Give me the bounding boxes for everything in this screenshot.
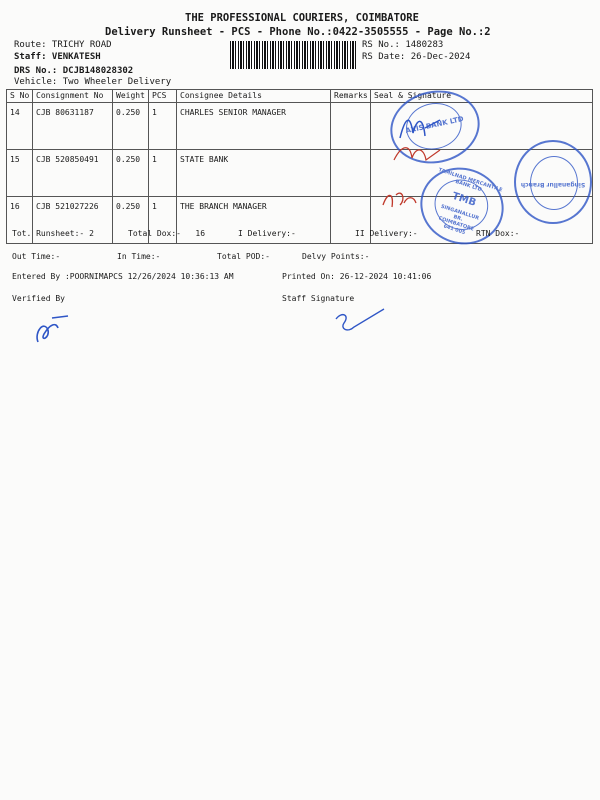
cell-consignment: CJB 520850491 [33, 150, 113, 197]
runsheet-table [6, 89, 593, 244]
out-time: Out Time:- [12, 252, 61, 261]
signature-row-15 [390, 140, 445, 170]
runsheet-subtitle: Delivery Runsheet - PCS - Phone No.:0422-3505555 - Page No.:2 [105, 26, 491, 38]
staff: Staff: VENKATESH [14, 52, 101, 62]
total-dox: Total Dox:- 16 [128, 229, 206, 238]
cell-pcs: 1 [149, 103, 177, 150]
axis-bank-stamp: AXIS BANK LTD [383, 82, 486, 171]
route: Route: TRICHY ROAD [14, 40, 112, 50]
cell-consignee: THE BRANCH MANAGER [177, 197, 331, 244]
table-row [7, 103, 593, 150]
staff-signature-label: Staff Signature [282, 294, 355, 303]
in-time: In Time:- [117, 252, 161, 261]
cell-consignee: CHARLES SENIOR MANAGER [177, 103, 331, 150]
barcode [230, 41, 356, 69]
cell-weight: 0.250 [113, 197, 149, 244]
cell-weight: 0.250 [113, 103, 149, 150]
col-pcs: PCS [149, 90, 177, 103]
col-weight: Weight [113, 90, 149, 103]
verifier-signature [30, 312, 75, 348]
delvy-points: Delvy Points:- [302, 252, 370, 261]
staff-signature [330, 305, 390, 341]
cell-pcs: 1 [149, 197, 177, 244]
verified-by-label: Verified By [12, 294, 65, 303]
col-sno: S No [7, 90, 33, 103]
col-remarks: Remarks [331, 90, 371, 103]
cell-remarks [331, 103, 371, 150]
vehicle: Vehicle: Two Wheeler Delivery [14, 77, 172, 87]
cell-weight: 0.250 [113, 150, 149, 197]
total-pod: Total POD:- [217, 252, 270, 261]
cell-consignment: CJB 80631187 [33, 103, 113, 150]
branch-seal-stamp: Singanallur Branch [514, 140, 592, 224]
cell-consignee: STATE BANK [177, 150, 331, 197]
entered-by: Entered By :POORNIMAPCS 12/26/2024 10:36:13 AM [12, 272, 234, 281]
ii-delivery: II Delivery:- [355, 229, 418, 238]
printed-on: Printed On: 26-12-2024 10:41:06 [282, 272, 432, 281]
cell-consignment: CJB 521027226 [33, 197, 113, 244]
signature-row-16 [380, 185, 420, 215]
company-title: THE PROFESSIONAL COURIERS, COIMBATORE [185, 12, 419, 24]
tot-runsheet: Tot. Runsheet:- 2 [12, 229, 94, 238]
table-header [7, 90, 593, 103]
col-consignment: Consignment No [33, 90, 113, 103]
cell-remarks [331, 150, 371, 197]
cell-sno: 15 [7, 150, 33, 197]
rtn-dox: RTN Dox:- [476, 229, 520, 238]
cell-sno: 16 [7, 197, 33, 244]
col-seal-signature: Seal & Signature [371, 90, 593, 103]
rs-date: RS Date: 26-Dec-2024 [362, 52, 471, 62]
cell-pcs: 1 [149, 150, 177, 197]
tmb-bank-stamp: TAMILNAD MERCANTILE BANK LTD TMB SINGANALLUR BR. COIMBATORE 641 005 [410, 157, 513, 255]
drs-number: DRS No.: DCJB148028302 [14, 66, 134, 76]
col-consignee: Consignee Details [177, 90, 331, 103]
i-delivery: I Delivery:- [238, 229, 296, 238]
rs-number: RS No.: 1480283 [362, 40, 444, 50]
cell-sno: 14 [7, 103, 33, 150]
